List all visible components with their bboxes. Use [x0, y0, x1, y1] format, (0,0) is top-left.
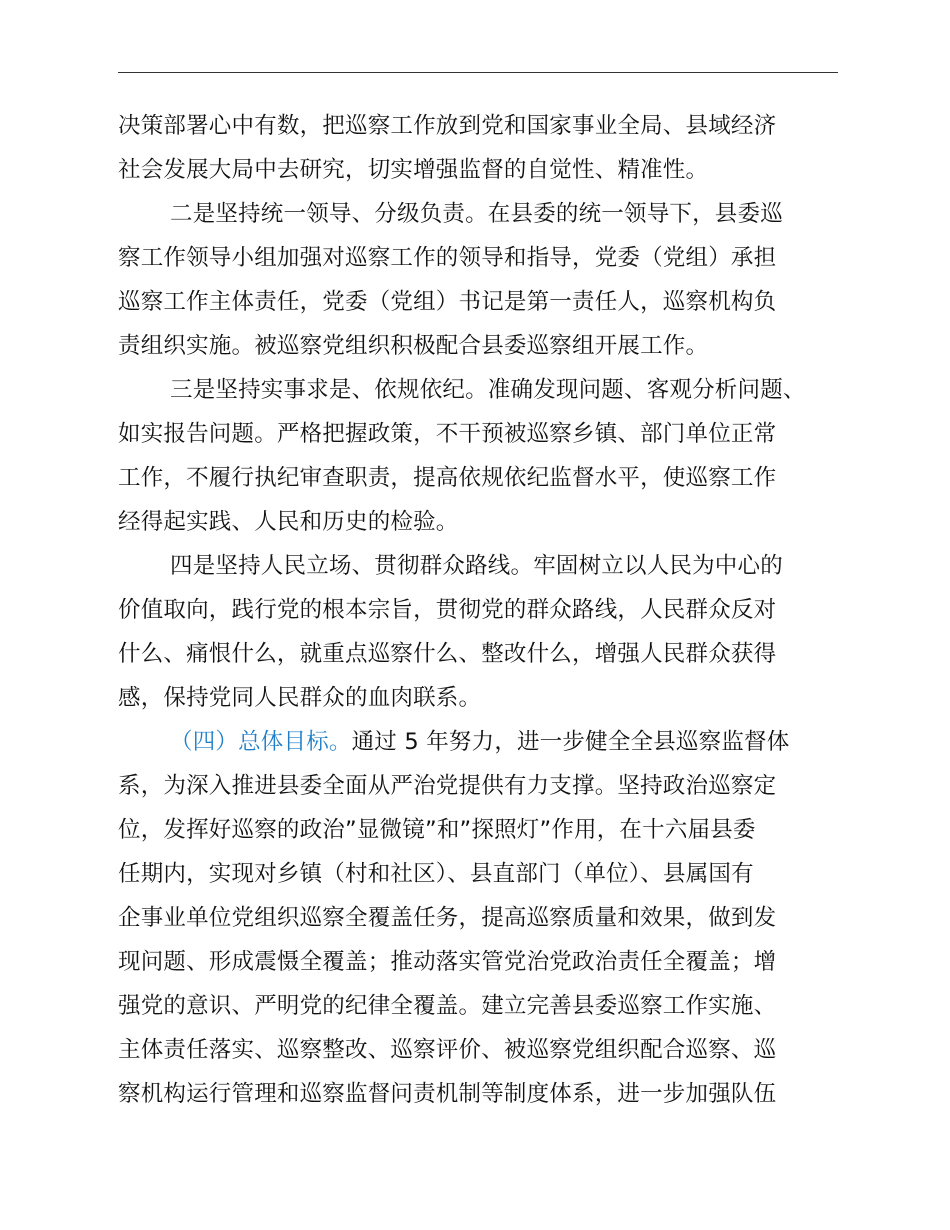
- text-line: 企事业单位党组织巡察全覆盖任务，提高巡察质量和效果，做到发: [118, 905, 777, 931]
- text-line: 主体责任落实、巡察整改、巡察评价、被巡察党组织配合巡察、巡: [118, 1037, 777, 1063]
- section-heading: （四）总体目标。: [170, 729, 352, 755]
- section-heading-line: [170, 722, 789, 762]
- text-line: 如实报告问题。严格把握政策，不干预被巡察乡镇、部门单位正常: [118, 421, 777, 447]
- text-line: 现问题、形成震慑全覆盖；推动落实管党治党政治责任全覆盖；增: [118, 949, 777, 975]
- text-line: 位，发挥好巡察的政治”显微镜”和”探照灯”作用，在十六届县委: [118, 817, 756, 843]
- text-line: 社会发展大局中去研究，切实增强监督的自觉性、精准性。: [118, 157, 709, 183]
- text-line: 任期内，实现对乡镇（村和社区）、县直部门（单位）、县属国有: [118, 861, 754, 887]
- paragraph-start-line: 四是坚持人民立场、贯彻群众路线。牢固树立以人民为中心的: [170, 553, 783, 579]
- text-line: 价值取向，践行党的根本宗旨，贯彻党的群众路线，人民群众反对: [118, 597, 777, 623]
- text-line: 强党的意识、严明党的纪律全覆盖。建立完善县委巡察工作实施、: [118, 993, 777, 1019]
- text-line: 巡察工作主体责任，党委（党组）书记是第一责任人，巡察机构负: [118, 289, 777, 315]
- text-line: 经得起实践、人民和历史的检验。: [118, 509, 459, 535]
- text-line: 察机构运行管理和巡察监督问责机制等制度体系，进一步加强队伍: [118, 1081, 777, 1107]
- text-line: 决策部署心中有数，把巡察工作放到党和国家事业全局、县域经济: [118, 113, 777, 139]
- paragraph-start-line: 三是坚持实事求是、依规依纪。准确发现问题、客观分析问题、: [170, 377, 806, 403]
- text-line: 什么、痛恨什么，就重点巡察什么、整改什么，增强人民群众获得: [118, 641, 777, 667]
- text-line: 工作，不履行执纪审查职责，提高依规依纪监督水平，使巡察工作: [118, 465, 777, 491]
- text-line: 察工作领导小组加强对巡察工作的领导和指导，党委（党组）承担: [118, 245, 777, 271]
- paragraph-start-line: 二是坚持统一领导、分级负责。在县委的统一领导下，县委巡: [170, 201, 783, 227]
- section-heading-text: 通过 5 年努力，进一步健全全县巡察监督体: [351, 729, 790, 755]
- text-line: 系，为深入推进县委全面从严治党提供有力支撑。坚持政治巡察定: [118, 773, 777, 799]
- header-rule: [118, 72, 838, 73]
- text-line: 责组织实施。被巡察党组织积极配合县委巡察组开展工作。: [118, 333, 709, 359]
- text-line: 感，保持党同人民群众的血肉联系。: [118, 685, 482, 711]
